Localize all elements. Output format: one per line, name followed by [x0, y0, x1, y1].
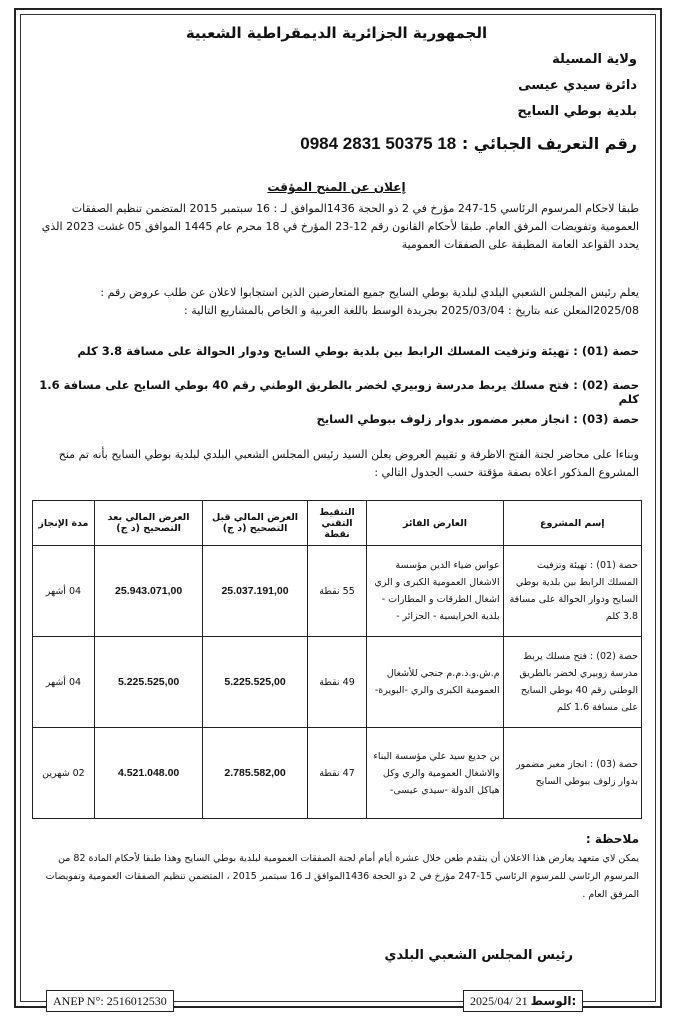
commune-line: بلدية بوطي السايح: [517, 104, 637, 119]
lot-01-line: حصة (01) : تهيئة وتزفيت المسلك الرابط بين بلدية بوطي السايح ودوار الحوالة على مسافة 3.8 كلم: [77, 344, 639, 358]
tender-reference-paragraph: يعلم رئيس المجلس الشعبي البلدي لبلدية بوطي السايح جميع المتعارضين الذين استجابوا لاعلان عن طلب عروض رقم : 2025/08المعلن عنه بتاريخ : 2025/03/04 بجريدة الوسط باللغة العربية و الخاص بالمشاريع التالية :: [100, 286, 639, 317]
row2-project: حصة (02) : فتح مسلك يربط مدرسة زوبيري لخضر بالطريق الوطني رقم 40 بوطي السايح على مسافة 1.6 كلم: [503, 637, 641, 728]
wilaya-line: ولاية المسيلة: [552, 52, 637, 67]
anep-number: 2516012530: [106, 994, 167, 1008]
row2-bidder: م.ش.و.ذ.م.م جنجي للأشغال العمومية الكبرى والري -البويرة-: [367, 637, 503, 728]
row1-duration: 04 أشهر: [33, 546, 95, 637]
lot-02-line: حصة (02) : فتح مسلك يربط مدرسة زوبيري لخضر بالطريق الوطني رقم 40 بوطي السايح على مسافة 1.6 كلم: [39, 378, 639, 406]
anep-label: ANEP N°:: [53, 994, 104, 1008]
table-header-row: [33, 501, 642, 546]
row1-before: 25.037.191,00: [203, 546, 307, 637]
table-row: [33, 728, 642, 819]
table-row: [33, 637, 642, 728]
col-project-header: إسم المشروع: [503, 501, 641, 546]
lot-03-line: حصة (03) : انجاز معبر مضمور بدوار زلوف ببوطي السايح: [316, 412, 639, 426]
col-score-header: التنقيط التقني نقطة: [307, 501, 367, 546]
row2-before: 5.225.525,00: [203, 637, 307, 728]
row2-after: 5.225.525,00: [94, 637, 203, 728]
fiscal-id-line: [300, 134, 637, 154]
row1-project: حصة (01) : تهيئة وتزفيت المسلك الرابط بين بلدية بوطي السايح ودوار الحوالة على مسافة 3.8 كلم: [503, 546, 641, 637]
row3-before: 2.785.582,00: [203, 728, 307, 819]
award-intro-paragraph: وبناءا على محاضر لجنة الفتح الاظرفة و تقييم العروض يعلن السيد رئيس المجلس الشعبي البلدي لبلدية بوطي السايح بأنه تم منح المشروع المذكور اعلاه بصفة مؤقتة حسب الجدول التالي :: [58, 448, 639, 479]
row3-bidder: بن جديع سيد علي مؤسسة البناء والاشغال العمومية والري وكل هياكل الدولة -سيدي عيسى-: [367, 728, 503, 819]
republic-title: الجمهورية الجزائرية الديمقراطية الشعبية: [185, 24, 488, 42]
row1-bidder: عواس ضياء الدين مؤسسة الاشغال العمومية الكبرى و الري اشغال الطرقات و المطارات - بلدية الخرايسية - الجزائر -: [367, 546, 503, 637]
row1-score: 55 نقطة: [307, 546, 367, 637]
table-row: [33, 546, 642, 637]
row3-score: 47 نقطة: [307, 728, 367, 819]
note-title: ملاحظة :: [585, 832, 639, 846]
anep-box: [46, 990, 174, 1012]
legal-basis-paragraph: طبقا لاحكام المرسوم الرئاسي 15-247 مؤرخ في 2 ذو الحجة 1436الموافق لـ : 16 سبتمبر 2015 المتضمن تنظيم الصفقات العمومية وتفويضات المرفق العام. طبقا لأحكام القانون رقم 12-23 المؤرخ في 18 محرم عام 1445 الموافق 05 غشت 2023 الذي يحدد القواعد العامة المطبقة على الصفقات العمومية: [41, 202, 639, 251]
row2-duration: 04 أشهر: [33, 637, 95, 728]
col-before-header: العرض المالي قبل التصحيح (د ج): [203, 501, 307, 546]
col-after-header: العرض المالي بعد التصحيح (د ج): [94, 501, 203, 546]
row3-after: 4.521.048.00: [94, 728, 203, 819]
row2-score: 49 نقطة: [307, 637, 367, 728]
publication-date: 2025/04/ 21: [470, 994, 528, 1008]
newspaper-label: الوسط:: [530, 994, 577, 1008]
fiscal-id-label: رقم التعريف الجبائي :: [461, 134, 637, 153]
row3-project: حصة (03) : انجاز معبر مضمور بدوار زلوف ببوطي السايح: [503, 728, 641, 819]
daira-line: دائرة سيدي عيسى: [518, 78, 637, 93]
publication-date-box: [463, 990, 583, 1012]
announcement-title: إعلان عن المنح المؤقت: [267, 180, 406, 194]
col-duration-header: مدة الإنجاز: [33, 501, 95, 546]
fiscal-id-number: 0984 2831 50375 18: [300, 134, 457, 153]
note-text: يمكن لاي متعهد يعارض هذا الاعلان أن يتقدم طعن خلال عشرة أيام أمام لجنة الصفقات العمومية لبلدية بوطي السايح وهذا طبقا لأحكام المادة 82 من المرسوم الرئاسي للمرسوم الرئاسي 15-247 مؤرخ في 2 ذو الحجة 1436الموافق لـ 16 سبتمبر 2015 ، المتضمن تنظيم الصفقات العمومية وتفويضات المرفق العام .: [45, 853, 639, 900]
signature-line: رئيس المجلس الشعبي البلدي: [384, 948, 573, 963]
col-bidder-header: العارض الفائز: [367, 501, 503, 546]
award-table: [32, 500, 642, 819]
row1-after: 25.943.071,00: [94, 546, 203, 637]
row3-duration: 02 شهرين: [33, 728, 95, 819]
